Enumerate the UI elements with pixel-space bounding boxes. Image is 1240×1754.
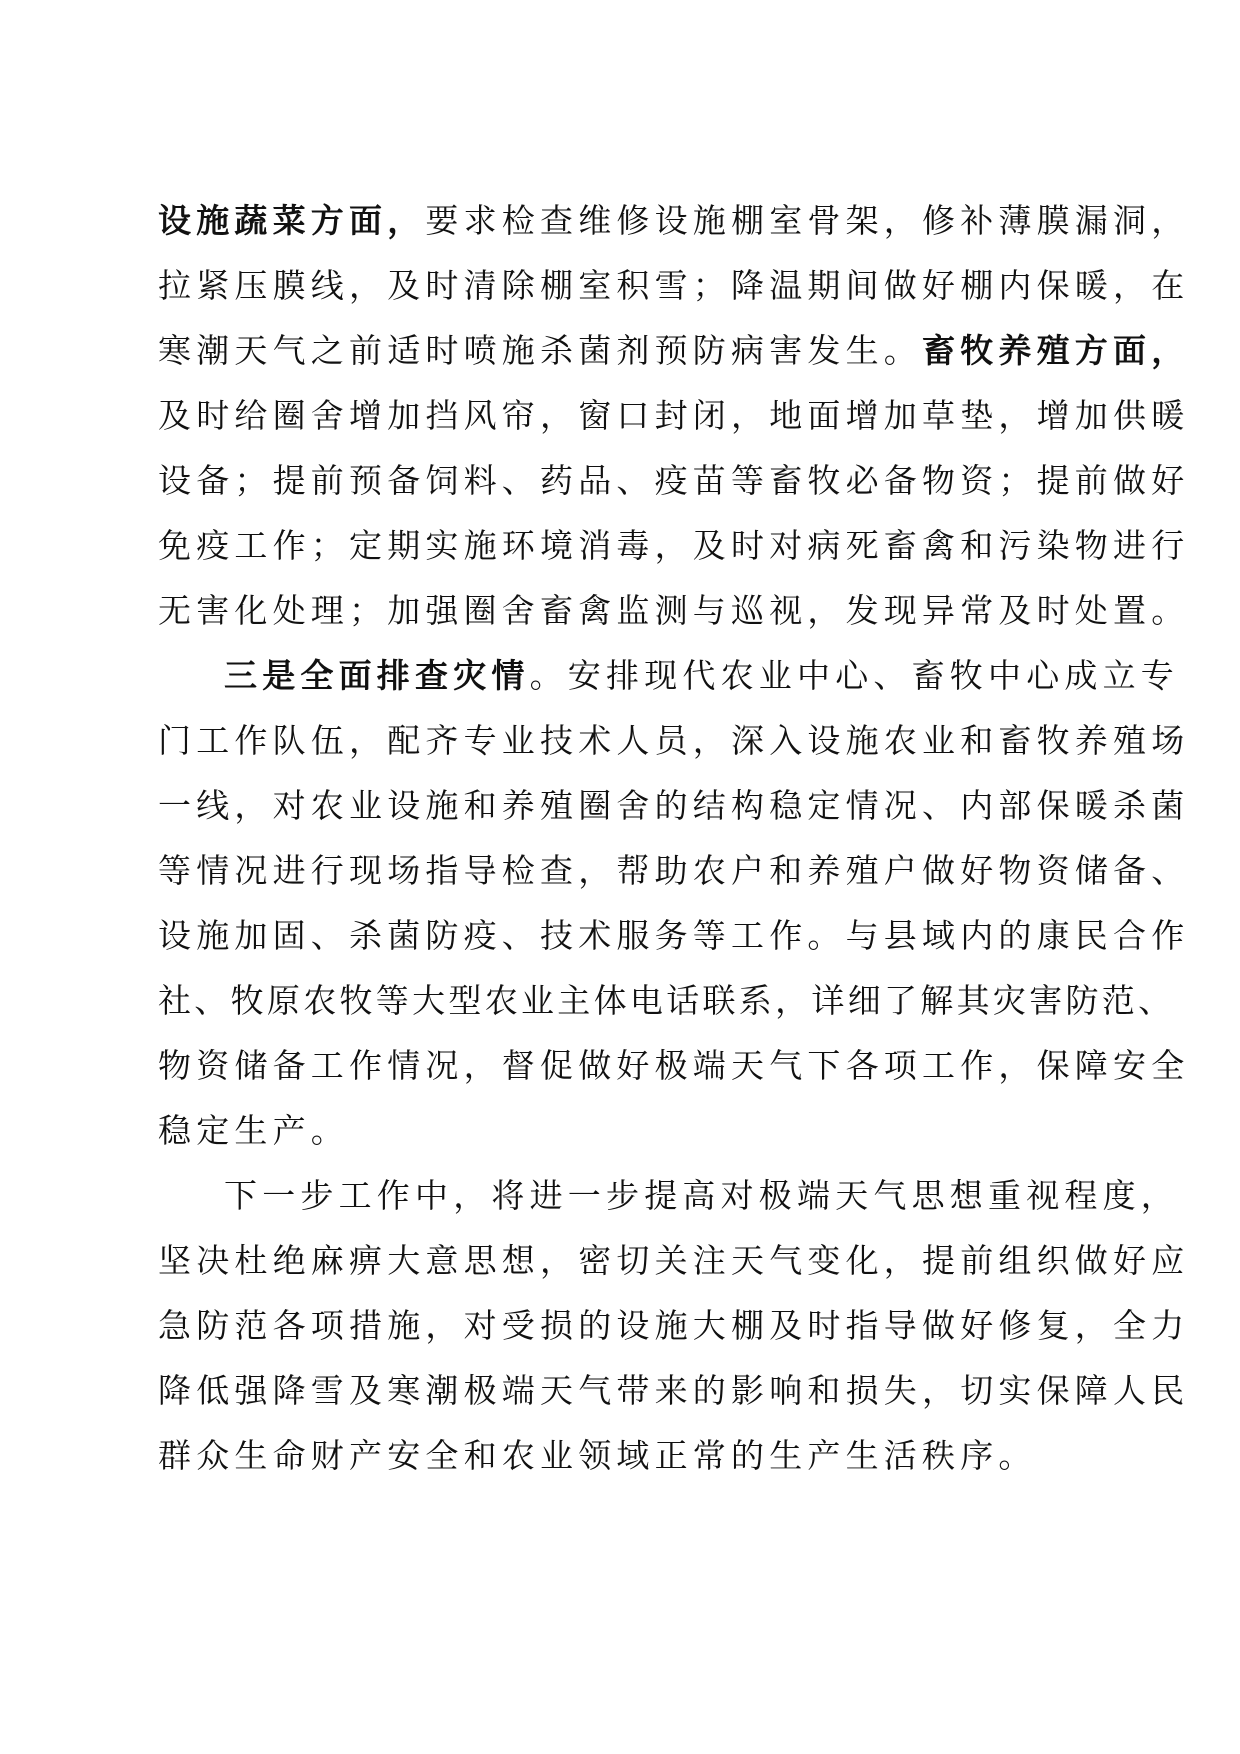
text-line: 三是全面排查灾情。安排现代农业中心、畜牧中心成立专 (224, 656, 1180, 695)
paragraph-facility-vegetables (158, 188, 1190, 643)
text-line: 无害化处理；加强圈舍畜禽监测与巡视，发现异常及时处置。 (158, 591, 1190, 630)
paragraph-disaster-inspection (158, 643, 1190, 1163)
paragraph-next-steps (158, 1163, 1190, 1488)
text-line: 下一步工作中，将进一步提高对极端天气思想重视程度， (224, 1176, 1179, 1215)
text-line: 坚决杜绝麻痹大意思想，密切关注天气变化，提前组织做好应 (158, 1241, 1190, 1280)
heading-facility-vegetables: 设施蔬菜方面， (158, 201, 426, 240)
text-line: 物资储备工作情况，督促做好极端天气下各项工作，保障安全 (158, 1046, 1190, 1085)
text-line: 免疫工作；定期实施环境消毒，及时对病死畜禽和污染物进行 (158, 526, 1190, 565)
text-line: 社、牧原农牧等大型农业主体电话联系，详细了解其灾害防范、 (158, 981, 1175, 1020)
text-line: 门工作队伍，配齐专业技术人员，深入设施农业和畜牧养殖场 (158, 721, 1190, 760)
heading-livestock: 畜牧养殖方面， (922, 331, 1190, 370)
text-line: 一线，对农业设施和养殖圈舍的结构稳定情况、内部保暖杀菌 (158, 786, 1190, 825)
text-line: 寒潮天气之前适时喷施杀菌剂预防病害发生。畜牧养殖方面， (158, 331, 1190, 370)
text-line: 设备；提前预备饲料、药品、疫苗等畜牧必备物资；提前做好 (158, 461, 1190, 500)
text-line: 降低强降雪及寒潮极端天气带来的影响和损失，切实保障人民 (158, 1371, 1190, 1410)
text-line: 急防范各项措施，对受损的设施大棚及时指导做好修复，全力 (158, 1306, 1190, 1345)
text-line: 稳定生产。 (158, 1111, 349, 1150)
heading-disaster-inspection: 三是全面排查灾情 (224, 656, 530, 695)
text-line: 拉紧压膜线，及时清除棚室积雪；降温期间做好棚内保暖，在 (158, 266, 1190, 305)
document-page (158, 188, 1190, 1488)
text-line: 群众生命财产安全和农业领域正常的生产生活秩序。 (158, 1436, 1037, 1475)
text-line: 设施蔬菜方面，要求检查维修设施棚室骨架，修补薄膜漏洞， (158, 201, 1190, 240)
text-line: 等情况进行现场指导检查，帮助农户和养殖户做好物资储备、 (158, 851, 1190, 890)
text-line: 设施加固、杀菌防疫、技术服务等工作。与县域内的康民合作 (158, 916, 1190, 955)
text-line: 及时给圈舍增加挡风帘，窗口封闭，地面增加草垫，增加供暖 (158, 396, 1190, 435)
